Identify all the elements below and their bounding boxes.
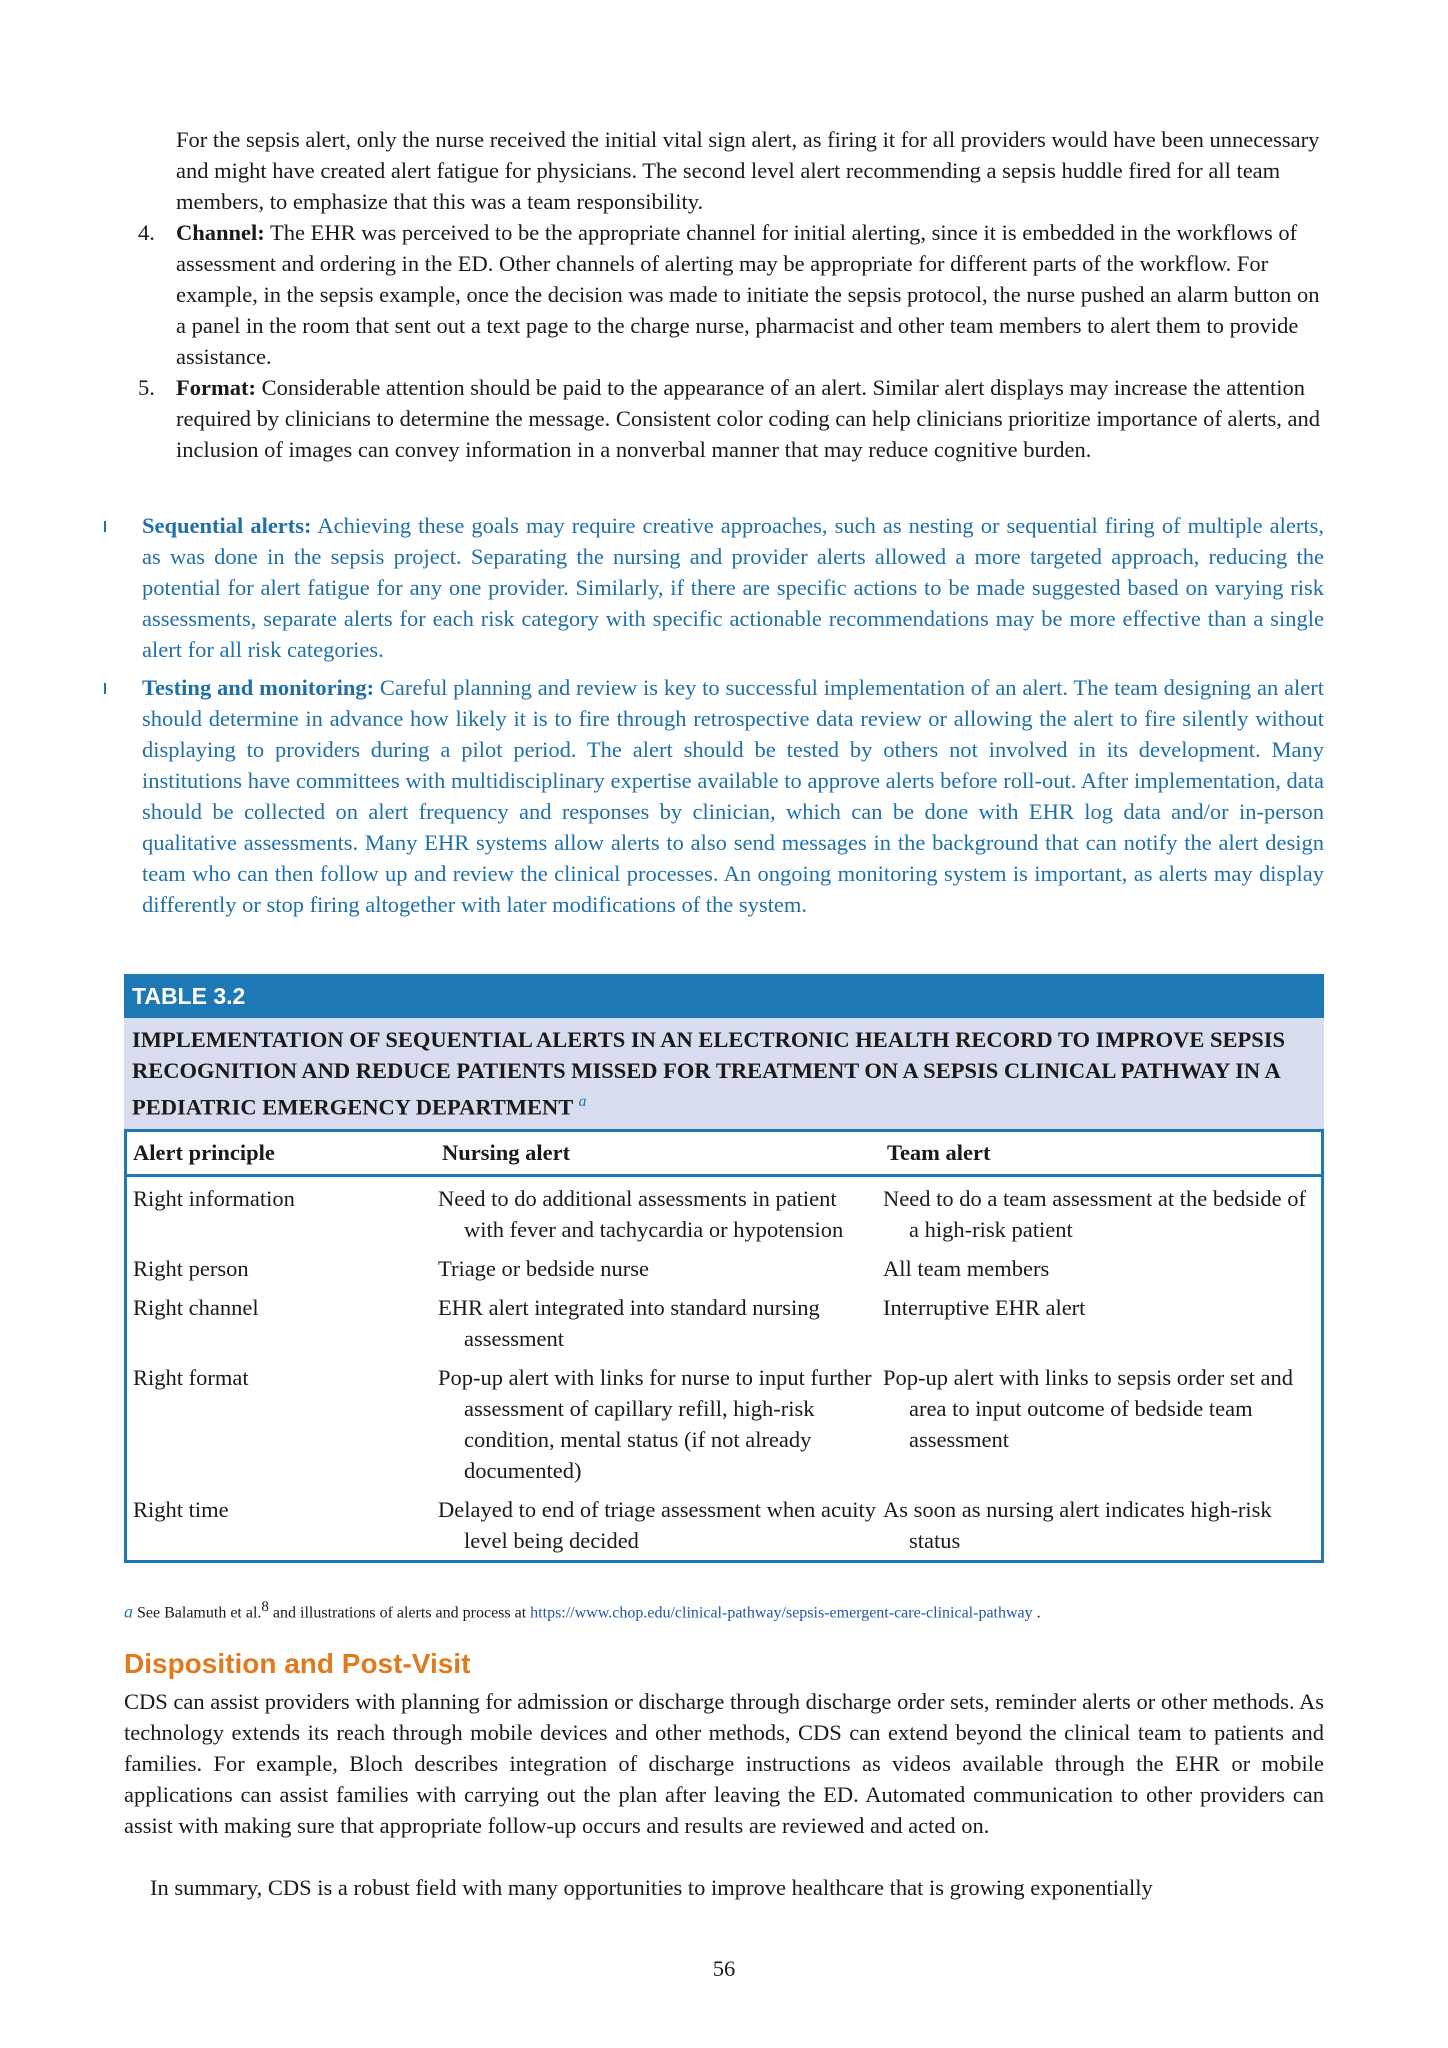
footnote-marker: a [124, 1601, 133, 1622]
table-cell: Pop-up alert with links to sepsis order set and area to input outcome of bedside team assessment [883, 1364, 1293, 1452]
table-header-row [127, 1132, 1321, 1177]
item-lead: Channel: [176, 220, 265, 245]
bullet-sequential-alerts [104, 510, 1324, 665]
item-text: Considerable attention should be paid to the appearance of an alert. Similar alert displays may increase the attention required by clinicians to determine the message. Consistent color coding can help clinicians prioritize importance of alerts, and inclusion of images can convey information in a nonverbal manner that may reduce cognitive burden. [176, 375, 1321, 462]
table-cell: Right time [133, 1496, 229, 1522]
bullet-lead: Sequential alerts: [142, 513, 312, 538]
table-cell: Need to do a team assessment at the bedside of a high-risk patient [883, 1185, 1306, 1242]
section-heading: Disposition and Post-Visit [124, 1648, 471, 1679]
bullet-text: Achieving these goals may require creative approaches, such as nesting or sequential firing of multiple alerts, as was done in the sepsis project. Separating the nursing and provider alerts allowed a more targeted approach, reducing the potential for alert fatigue for any one provider. Similarly, if there are specific actions to be made suggested based on varying risk assessments, separate alerts for each risk category with specific actionable recommendations may be more effective than a single alert for all risk categories. [142, 513, 1324, 662]
page-number: 56 [712, 1956, 736, 1981]
bullet-testing-monitoring [104, 672, 1324, 920]
table-row [127, 1292, 1321, 1354]
intro-paragraph: For the sepsis alert, only the nurse received the initial vital sign alert, as firing it for all providers would have been unnecessary and might have created alert fatigue for physicians. The second level alert recommending a sepsis huddle fired for all team members, to emphasize that this was a team responsibility. [176, 127, 1320, 214]
footnote-text: See Balamuth et al. [133, 1604, 262, 1622]
column-header: Alert principle [133, 1139, 275, 1165]
table-title [124, 1018, 1324, 1129]
section-paragraph: In summary, CDS is a robust field with many opportunities to improve healthcare that is growing exponentially [150, 1875, 1153, 1900]
table-cell: All team members [883, 1255, 1050, 1281]
section-paragraph: CDS can assist providers with planning for admission or discharge through discharge order sets, reminder alerts or other methods. As technology extends its reach through mobile devices and other methods, CDS can extend beyond the clinical team to patients and families. For example, Bloch describes integration of discharge instructions as videos available through the EHR or mobile applications can assist families with carrying out the plan after leaving the ED. Automated communication to other providers can assist with making sure that appropriate follow-up occurs and results are reviewed and acted on. [124, 1689, 1324, 1838]
numbered-item-format [138, 372, 1324, 465]
table-footnote [124, 1596, 1324, 1624]
bullet-lead: Testing and monitoring: [142, 675, 375, 700]
table-row [127, 1494, 1321, 1556]
column-header: Nursing alert [442, 1139, 571, 1165]
footnote-link[interactable]: https://www.chop.edu/clinical-pathway/sepsis-emergent-care-clinical-pathway [530, 1604, 1033, 1622]
table-cell: Triage or bedside nurse [438, 1255, 650, 1281]
item-lead: Format: [176, 375, 256, 400]
numbered-item-channel [138, 217, 1324, 372]
item-number: 4. [138, 220, 155, 245]
table-body [124, 1129, 1324, 1563]
item-text: The EHR was perceived to be the appropriate channel for initial alerting, since it is embedded in the workflows of assessment and ordering in the ED. Other channels of alerting may be appropriate for different parts of the workflow. For example, in the sepsis example, once the decision was made to initiate the sepsis protocol, the nurse pushed an alarm button on a panel in the room that sent out a text page to the charge nurse, pharmacist and other team members to alert them to provide assistance. [176, 220, 1320, 369]
table-cell: Right person [133, 1255, 249, 1281]
bullet-marker-icon [104, 521, 106, 532]
table-cell: Right format [133, 1364, 249, 1390]
table-row [127, 1362, 1321, 1486]
table-cell: Pop-up alert with links for nurse to input further assessment of capillary refill, high-risk condition, mental status (if not already documented) [438, 1364, 872, 1483]
table-row [127, 1253, 1321, 1284]
table-cell: Need to do additional assessments in patient with fever and tachycardia or hypotension [438, 1185, 844, 1242]
table-3-2 [124, 974, 1324, 1563]
table-cell: As soon as nursing alert indicates high-risk status [883, 1496, 1272, 1553]
item-number: 5. [138, 375, 155, 400]
bullet-marker-icon [104, 683, 106, 694]
bullet-text: Careful planning and review is key to successful implementation of an alert. The team designing an alert should determine in advance how likely it is to fire through retrospective data review or allowing the alert to fire silently without displaying to providers during a pilot period. The alert should be tested by others not involved in its development. Many institutions have committees with multidisciplinary expertise available to approve alerts before roll-out. After implementation, data should be collected on alert frequency and responses by clinician, which can be done with EHR log data and/or in-person qualitative assessments. Many EHR systems allow alerts to also send messages in the background that can notify the alert design team who can then follow up and review the clinical processes. An ongoing monitoring system is important, as alerts may display differently or stop firing altogether with later modifications of the system. [142, 675, 1325, 917]
footnote-text: and illustrations of alerts and process at [268, 1604, 531, 1622]
table-cell: Interruptive EHR alert [883, 1294, 1086, 1320]
table-cell: Right channel [133, 1294, 259, 1320]
table-cell: Right information [133, 1185, 295, 1211]
table-title-note: a [578, 1093, 587, 1110]
table-cell: Delayed to end of triage assessment when acuity level being decided [438, 1496, 876, 1553]
footnote-text: . [1032, 1604, 1041, 1622]
table-title-text: IMPLEMENTATION OF SEQUENTIAL ALERTS IN AN ELECTRONIC HEALTH RECORD TO IMPROVE SEPSIS RECOGNITION AND REDUCE PATIENTS MISSED FOR TREATMENT ON A SEPSIS CLINICAL PATHWAY IN A PEDIATRIC EMERGENCY DEPARTMENT [132, 1027, 1286, 1120]
table-label: TABLE 3.2 [124, 974, 1324, 1018]
table-row [127, 1183, 1321, 1245]
footnote-reference: 8 [261, 1599, 269, 1615]
table-cell: EHR alert integrated into standard nursing assessment [438, 1294, 820, 1351]
column-header: Team alert [887, 1139, 991, 1165]
